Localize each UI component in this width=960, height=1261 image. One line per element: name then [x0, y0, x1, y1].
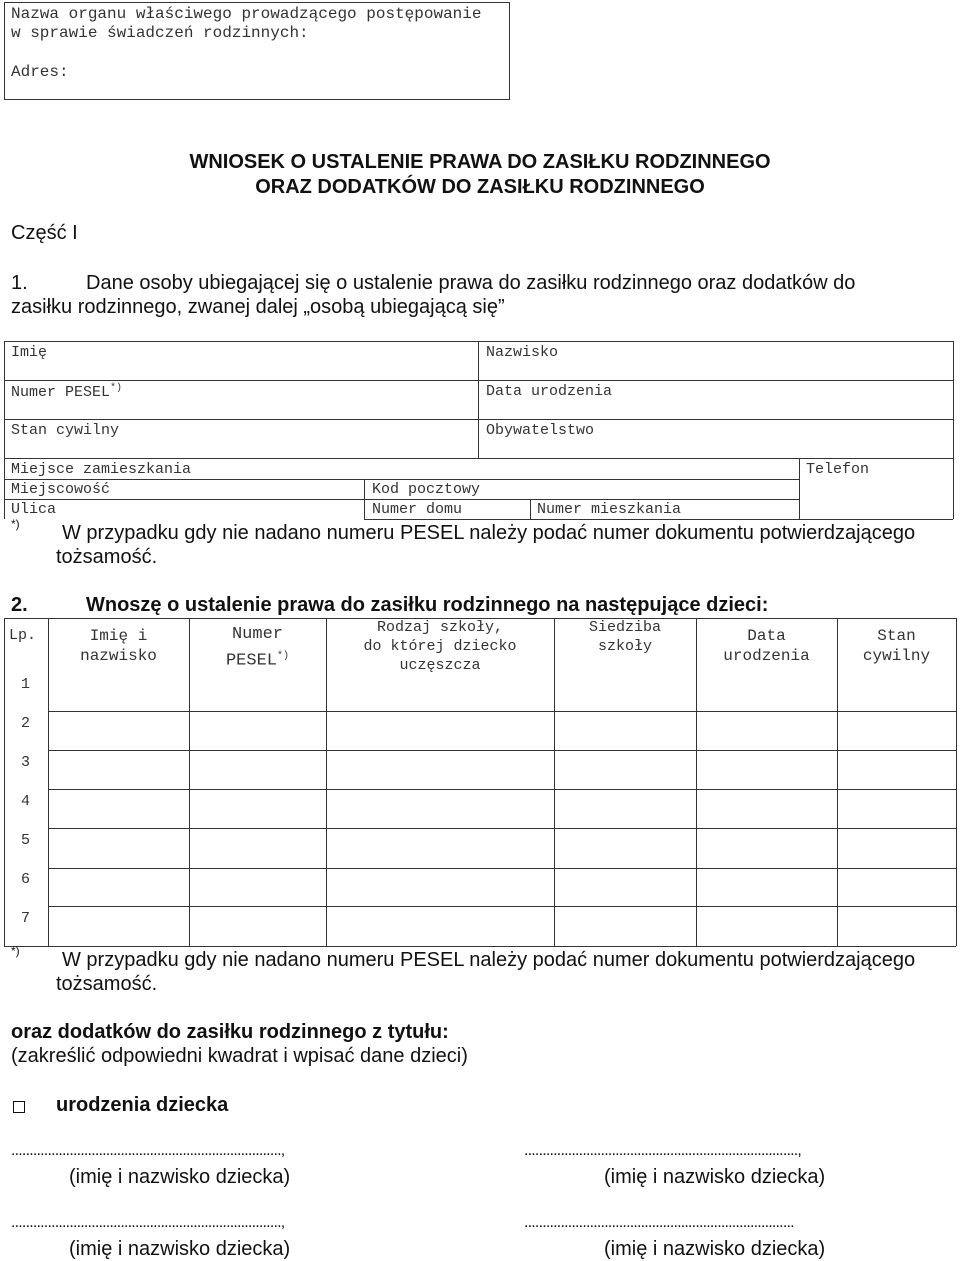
- apartment-number-field-label: Numer mieszkania: [537, 501, 682, 518]
- child-name-label-3: (imię i nazwisko dziecka): [69, 1238, 291, 1260]
- col-marital-status-header-line2: cywilny: [862, 647, 931, 665]
- address-label: Adres:: [11, 63, 69, 81]
- table-row-number-7: 7: [21, 910, 31, 927]
- col-pesel-header-line2: [189, 646, 326, 673]
- first-name-field-label: Imię: [11, 344, 48, 361]
- residence-field-label: Miejsce zamieszkania: [11, 461, 192, 478]
- birth-option-label: urodzenia dziecka: [56, 1094, 229, 1116]
- form-title-line1: WNIOSEK O USTALENIE PRAWA DO ZASIŁKU RODZINNEGO: [189, 151, 771, 173]
- part-label: Część I: [11, 222, 78, 244]
- col-name-header-line1: Imię i: [89, 627, 148, 645]
- birth-date-field-label: Data urodzenia: [486, 383, 613, 400]
- col-pesel-header-line1: Numer: [231, 625, 283, 644]
- col-school-header-line1: Rodzaj szkoły,: [376, 619, 504, 636]
- col-birth-date-header-line2: urodzenia: [723, 647, 810, 665]
- col-marital-status-header-line1: Stan: [877, 627, 916, 645]
- col-pesel-footnote-mark: *): [277, 651, 290, 662]
- supplements-heading: oraz dodatków do zasiłku rodzinnego z tytułu:: [11, 1021, 449, 1043]
- section2-footnote-line2: tożsamość.: [56, 973, 158, 995]
- section1-heading-line2: zasiłku rodzinnego, zwanej dalej „osobą ubiegającą się”: [11, 296, 505, 318]
- table-row-number-6: 6: [21, 871, 31, 888]
- child-name-dots-2: ...........................................................................,: [524, 1142, 802, 1159]
- child-name-dots-1: ..........................................................................,: [11, 1142, 285, 1159]
- form-title: [150, 150, 810, 200]
- section2-heading: Wnoszę o ustalenie prawa do zasiłku rodzinnego na następujące dzieci:: [86, 594, 769, 616]
- col-name-header-line2: nazwisko: [80, 647, 157, 665]
- col-name-header: [48, 626, 189, 666]
- organ-name-label: [11, 5, 481, 43]
- organ-name-label-line2: w sprawie świadczeń rodzinnych:: [11, 24, 309, 42]
- section2-number: 2.: [11, 594, 28, 616]
- section1-footnote-line1: W przypadku gdy nie nadano numeru PESEL należy podać numer dokumentu potwierdzającego: [62, 522, 916, 544]
- col-birth-date-header: [696, 626, 837, 666]
- child-name-dots-4: ..........................................................................: [524, 1214, 794, 1231]
- col-pesel-header: [189, 624, 326, 673]
- section1-footnote-mark: *): [11, 517, 20, 531]
- house-number-field-label: Numer domu: [372, 501, 463, 518]
- locality-field-label: Miejscowość: [11, 481, 111, 498]
- section2-footnote-mark: *): [11, 944, 20, 958]
- section1-footnote-line2: tożsamość.: [56, 546, 158, 568]
- form-title-line2: ORAZ DODATKÓW DO ZASIŁKU RODZINNEGO: [255, 176, 705, 198]
- pesel-field-label-text: Numer PESEL: [11, 384, 111, 401]
- table-row-number-2: 2: [21, 715, 31, 732]
- child-name-dots-3: ..........................................................................,: [11, 1214, 285, 1231]
- marital-status-field-label: Stan cywilny: [11, 422, 120, 439]
- pesel-field-label: [11, 383, 122, 401]
- table-row-number-4: 4: [21, 793, 31, 810]
- col-birth-date-header-line1: Data: [747, 627, 786, 645]
- col-school-header: [326, 618, 554, 675]
- col-school-header-line2: do której dziecko: [363, 638, 517, 655]
- table-row-number-1: 1: [21, 676, 31, 693]
- citizenship-field-label: Obywatelstwo: [486, 422, 595, 439]
- child-name-label-2: (imię i nazwisko dziecka): [604, 1166, 826, 1188]
- table-row-number-3: 3: [21, 754, 31, 771]
- street-field-label: Ulica: [11, 501, 57, 518]
- organ-name-label-line1: Nazwa organu właściwego prowadzącego postępowanie: [11, 5, 482, 23]
- child-name-label-4: (imię i nazwisko dziecka): [604, 1238, 826, 1260]
- pesel-footnote-mark: *): [110, 383, 123, 394]
- col-school-seat-header: [554, 618, 696, 656]
- section2-footnote-line1: W przypadku gdy nie nadano numeru PESEL należy podać numer dokumentu potwierdzającego: [62, 949, 916, 971]
- postal-code-field-label: Kod pocztowy: [372, 481, 481, 498]
- section1-heading-line1: Dane osoby ubiegającej się o ustalenie prawa do zasiłku rodzinnego oraz dodatków do: [86, 272, 856, 294]
- phone-field-label: Telefon: [806, 461, 870, 478]
- section1-number: 1.: [11, 272, 28, 294]
- col-marital-status-header: [837, 626, 956, 666]
- table-row-number-5: 5: [21, 832, 31, 849]
- col-pesel-header-text: PESEL: [225, 651, 277, 671]
- col-school-seat-header-line2: szkoły: [597, 638, 652, 655]
- birth-option-checkbox[interactable]: [13, 1101, 25, 1113]
- last-name-field-label: Nazwisko: [486, 344, 559, 361]
- col-lp-header: Lp.: [9, 627, 37, 644]
- col-school-seat-header-line1: Siedziba: [588, 619, 661, 636]
- col-school-header-line3: uczęszcza: [399, 657, 481, 674]
- child-name-label-1: (imię i nazwisko dziecka): [69, 1166, 291, 1188]
- supplements-instruction: (zakreślić odpowiedni kwadrat i wpisać dane dzieci): [11, 1045, 468, 1067]
